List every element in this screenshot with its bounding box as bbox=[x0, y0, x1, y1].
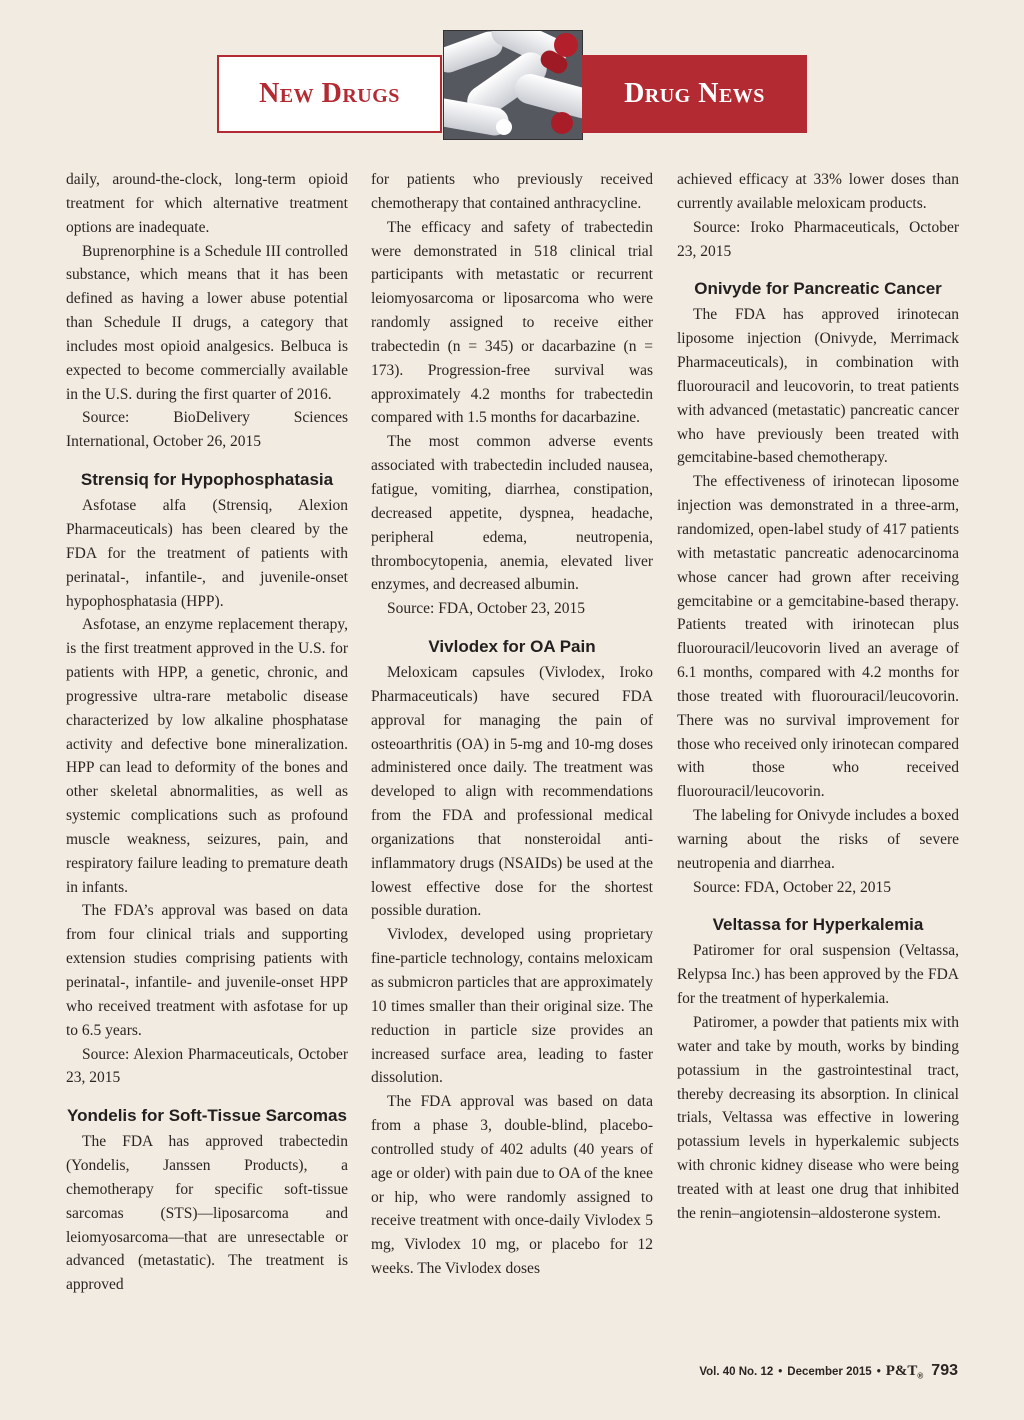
paragraph: Patiromer for oral suspension (Veltassa, Relypsa Inc.) has been approved by the FDA for the treatment of hyperkalemia. bbox=[677, 942, 959, 1008]
paragraph: The most common adverse events associated with trabectedin included nausea, fatigue, vomiting, diarrhea, constipation, decreased appetite, dyspnea, headache, peripheral edema, neutropenia, thrombocytopenia, anemia, elevated liver enzymes, and decreased albumin. bbox=[371, 433, 653, 594]
page-footer bbox=[560, 1362, 958, 1380]
section-heading-strensiq: Strensiq for Hypophosphatasia bbox=[80, 470, 334, 490]
paragraph: achieved efficacy at 33% lower doses than currently available meloxicam products. bbox=[677, 171, 959, 212]
paragraph: The labeling for Onivyde includes a boxed warning about the risks of severe neutropenia and diarrhea. bbox=[677, 807, 959, 872]
paragraph: The efficacy and safety of trabectedin were demonstrated in 518 clinical trial participants with metastatic or recurrent leiomyosarcoma or liposarcoma who were randomly assigned to receive either trabectedin (n = 345) or dacarbazine (n = 173). Progression-free survival was approximately 4.2 months for trabectedin compared with 1.5 months for dacarbazine. bbox=[371, 218, 653, 427]
section-heading-yondelis: Yondelis for Soft-Tissue Sarcomas bbox=[67, 1106, 347, 1126]
paragraph: for patients who previously received chemotherapy that contained anthracycline. bbox=[371, 171, 653, 212]
paragraph: The FDA has approved irinotecan liposome injection (Onivyde, Merrimack Pharmaceuticals), in combination with fluorouracil and leucovorin, to treat patients with advanced (metastatic) pancreatic cancer who have previously been treated with gemcitabine-based chemotherapy. bbox=[677, 306, 959, 467]
pills-photo-icon bbox=[443, 30, 583, 140]
source-line: Source: FDA, October 23, 2015 bbox=[387, 600, 586, 618]
registered-mark: ® bbox=[917, 1371, 924, 1381]
paragraph: Meloxicam capsules (Vivlodex, Iroko Pharmaceuticals) have secured FDA approval for managing the pain of osteoarthritis (OA) in 5-mg and 10-mg doses administered once daily. The treatment was developed to align with recommendations from the FDA and professional medical organizations that nonsteroidal anti-inflammatory drugs (NSAIDs) be used at the lowest effective dose for the shortest possible duration. bbox=[371, 664, 653, 920]
new-drugs-banner: New Drugs bbox=[217, 55, 442, 133]
page-header bbox=[0, 30, 1024, 140]
source-line: Source: Iroko Pharmaceuticals, October 23, 2015 bbox=[677, 218, 959, 260]
source-line: Source: BioDelivery Sciences International, October 26, 2015 bbox=[66, 409, 348, 451]
paragraph: daily, around-the-clock, long-term opioid treatment for which alternative treatment options are inadequate. bbox=[66, 171, 348, 236]
column-1 bbox=[66, 168, 348, 1297]
column-3 bbox=[677, 168, 959, 1226]
paragraph: The FDA has approved trabectedin (Yondelis, Janssen Products), a chemotherapy for specific soft-tissue sarcomas (STS)—liposarcoma and leiomyosarcoma—that are unresectable or advanced (metastatic). The treatment is approved bbox=[66, 1133, 348, 1294]
journal-name: P&T bbox=[885, 1363, 918, 1379]
source-line: Source: Alexion Pharmaceuticals, October 23, 2015 bbox=[66, 1045, 348, 1087]
paragraph: Asfotase alfa (Strensiq, Alexion Pharmaceuticals) has been cleared by the FDA for the treatment of patients with perinatal-, infantile-, and juvenile-onset hypophosphatasia (HPP). bbox=[66, 497, 348, 610]
bullet-separator: • bbox=[876, 1366, 881, 1378]
paragraph: The FDA’s approval was based on data from four clinical trials and supporting extension studies comprising patients with perinatal-, infantile- and juvenile-onset HPP who received treatment with asfotase for up to 6.5 years. bbox=[66, 902, 348, 1039]
issue-date: December 2015 bbox=[787, 1366, 872, 1378]
paragraph: The effectiveness of irinotecan liposome injection was demonstrated in a three-arm, randomized, open-label study of 417 patients with metastatic pancreatic adenocarcinoma whose cancer had grown after receiving gemcitabine or a gemcitabine-based therapy. Patients treated with irinotecan plus fluorouracil/leucovorin lived an average of 6.1 months, compared with 4.2 months for those treated with fluorouracil/leucovorin. There was no survival improvement for those who received only irinotecan compared with those who received fluorouracil/leucovorin. bbox=[677, 473, 959, 801]
paragraph: Asfotase, an enzyme replacement therapy, is the first treatment approved in the U.S. for patients with HPP, a genetic, chronic, and progressive ultra-rare metabolic disease characterized by low alkaline phosphatase activity and defective bone mineralization. HPP can lead to deformity of the bones and other skeletal abnormalities, as well as systemic complications such as profound muscle weakness, seizures, pain, and respiratory failure leading to premature death in infants. bbox=[66, 616, 348, 896]
section-heading-veltassa: Veltassa for Hyperkalemia bbox=[712, 915, 924, 935]
paragraph: Patiromer, a powder that patients mix with water and take by mouth, works by binding potassium in the gastrointestinal tract, thereby decreasing its absorption. In clinical trials, Veltassa was effective in lowering potassium levels in hyperkalemic subjects with chronic kidney disease who were being treated with at least one drug that inhibited the renin–angiotensin–aldosterone system. bbox=[677, 1014, 959, 1222]
paragraph: Vivlodex, developed using proprietary fine-particle technology, contains meloxicam as submicron particles that are approximately 10 times smaller than their original size. The reduction in particle size provides an increased surface area, leading to faster dissolution. bbox=[371, 926, 653, 1087]
source-line: Source: FDA, October 22, 2015 bbox=[693, 878, 892, 896]
paragraph: The FDA approval was based on data from a phase 3, double-blind, placebo-controlled study of 402 adults (40 years of age or older) with pain due to OA of the knee or hip, who were randomly assigned to receive treatment with once-daily Vivlodex 5 mg, Vivlodex 10 mg, or placebo for 12 weeks. The Vivlodex doses bbox=[371, 1093, 653, 1278]
drug-news-banner: Drug News bbox=[582, 55, 807, 133]
bullet-separator: • bbox=[778, 1366, 783, 1378]
paragraph: Buprenorphine is a Schedule III controlled substance, which means that it has been defined as having a lower abuse potential than Schedule II drugs, a category that includes most opioid analgesics. Belbuca is expected to become commercially available in the U.S. during the first quarter of 2016. bbox=[66, 242, 348, 403]
page-number: 793 bbox=[931, 1362, 958, 1379]
volume-info: Vol. 40 No. 12 bbox=[699, 1366, 774, 1378]
section-heading-onivyde: Onivyde for Pancreatic Cancer bbox=[694, 279, 942, 299]
section-heading-vivlodex: Vivlodex for OA Pain bbox=[428, 637, 596, 657]
column-2 bbox=[371, 168, 653, 1281]
